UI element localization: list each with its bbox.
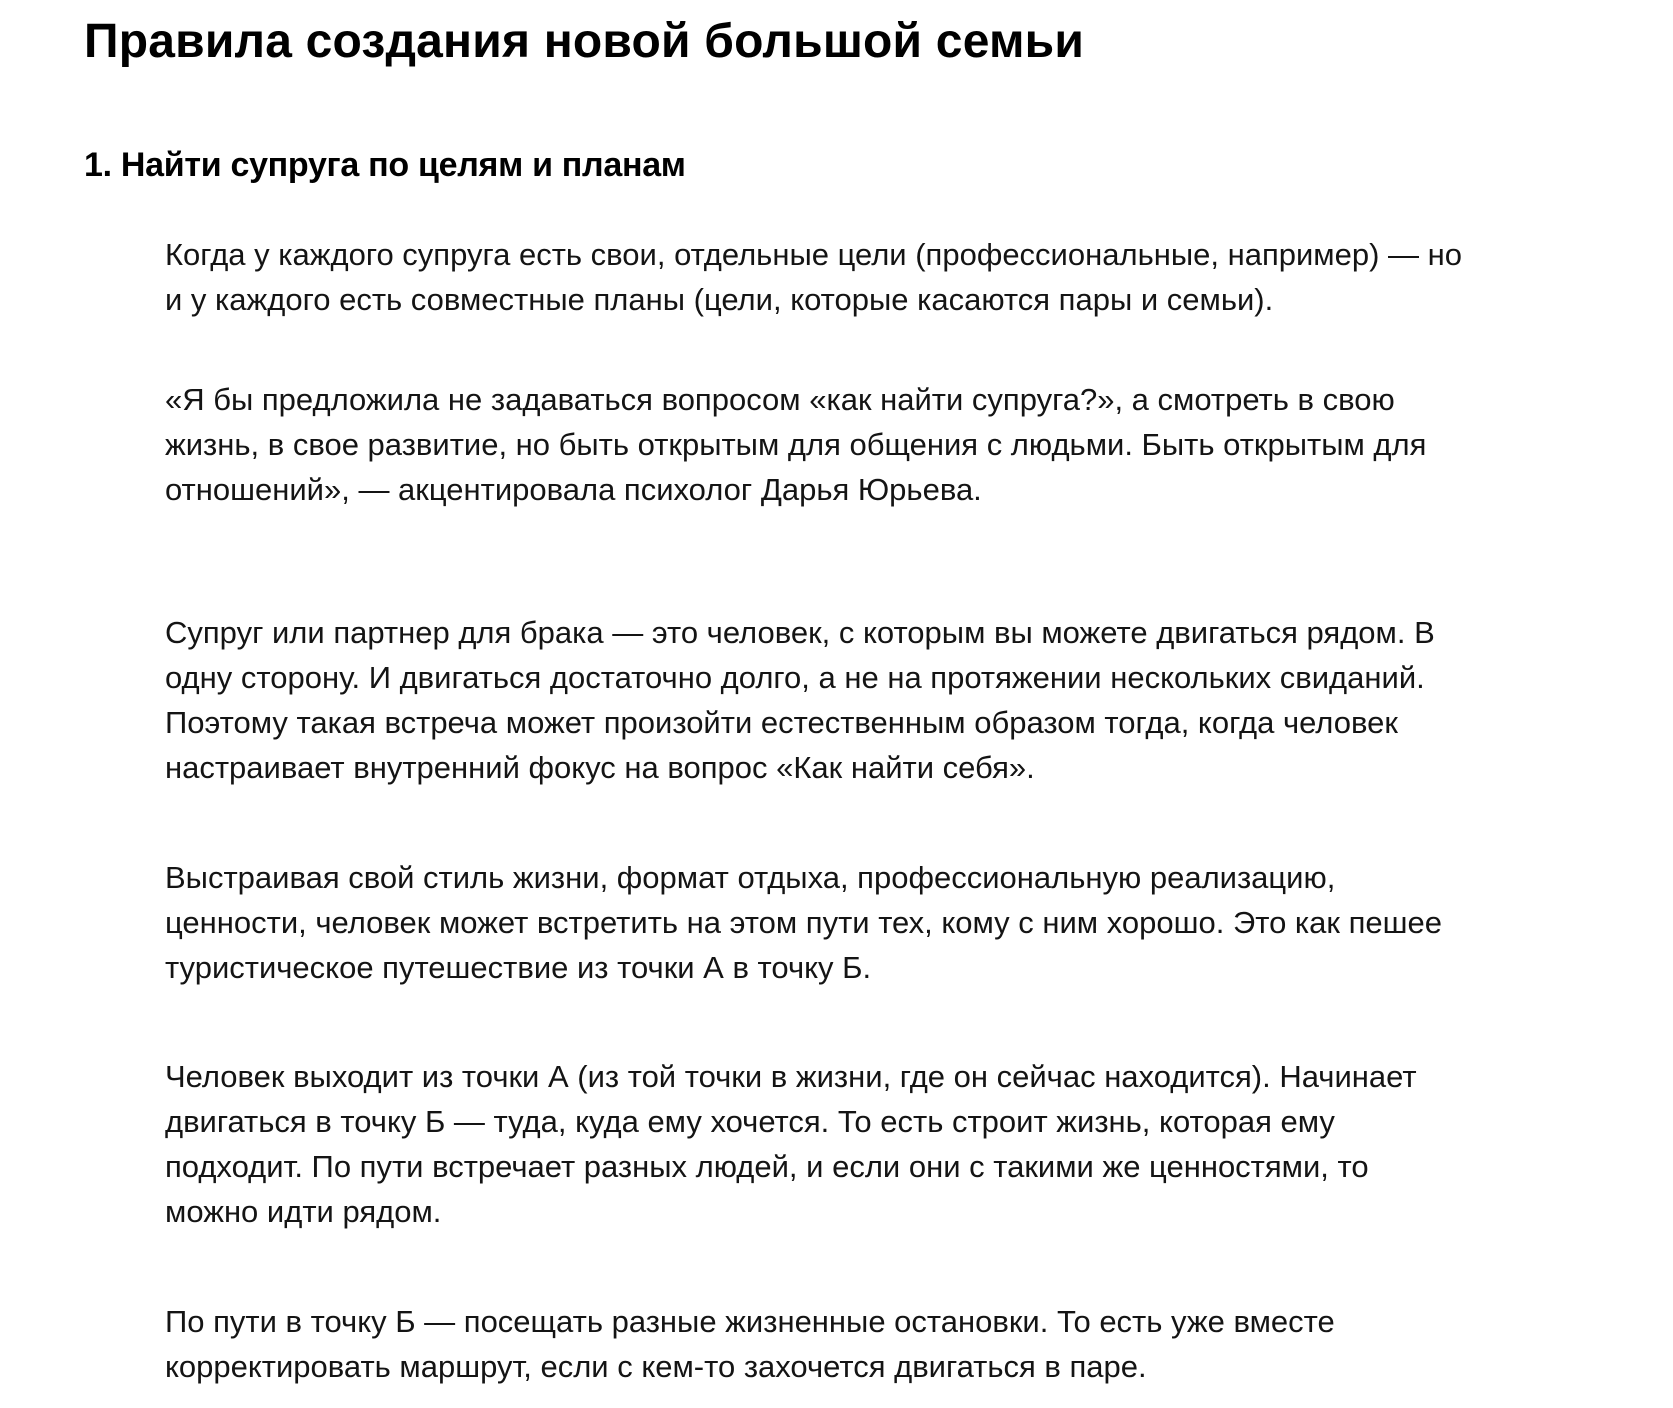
paragraph-quote bbox=[165, 377, 1645, 512]
paragraph-line: двигаться в точку Б — туда, куда ему хочется. То есть строит жизнь, которая ему bbox=[165, 1104, 1335, 1139]
paragraph-line: и у каждого есть совместные планы (цели, которые касаются пары и семьи). bbox=[165, 282, 1274, 317]
paragraph-line: «Я бы предложила не задаваться вопросом «как найти супруга?», а смотреть в свою bbox=[165, 382, 1395, 417]
paragraph-lifestyle bbox=[165, 855, 1645, 990]
section-heading: 1. Найти супруга по целям и планам bbox=[84, 146, 686, 184]
paragraph-line: Выстраивая свой стиль жизни, формат отдыха, профессиональную реализацию, bbox=[165, 860, 1336, 895]
paragraph-journey bbox=[165, 1054, 1645, 1234]
paragraph-line: настраивает внутренний фокус на вопрос «Как найти себя». bbox=[165, 750, 1035, 785]
paragraph-line: Супруг или партнер для брака — это человек, с которым вы можете двигаться рядом. В bbox=[165, 615, 1435, 650]
paragraph-line: отношений», — акцентировала психолог Дарья Юрьева. bbox=[165, 472, 982, 507]
paragraph-goals bbox=[165, 232, 1645, 322]
paragraph-line: ценности, человек может встретить на этом пути тех, кому с ним хорошо. Это как пешее bbox=[165, 905, 1442, 940]
paragraph-line: Поэтому такая встреча может произойти естественным образом тогда, когда человек bbox=[165, 705, 1398, 740]
paragraph-partner bbox=[165, 610, 1645, 790]
paragraph-line: жизнь, в свое развитие, но быть открытым для общения с людьми. Быть открытым для bbox=[165, 427, 1427, 462]
paragraph-line: одну сторону. И двигаться достаточно долго, а не на протяжении нескольких свиданий. bbox=[165, 660, 1425, 695]
paragraph-line: можно идти рядом. bbox=[165, 1194, 442, 1229]
paragraph-line: подходит. По пути встречает разных людей, и если они с такими же ценностями, то bbox=[165, 1149, 1369, 1184]
paragraph-line: Человек выходит из точки А (из той точки в жизни, где он сейчас находится). Начинает bbox=[165, 1059, 1417, 1094]
article-title: Правила создания новой большой семьи bbox=[84, 15, 1085, 68]
paragraph-line: По пути в точку Б — посещать разные жизненные остановки. То есть уже вместе bbox=[165, 1304, 1335, 1339]
paragraph-stops bbox=[165, 1299, 1645, 1389]
paragraph-line: туристическое путешествие из точки А в точку Б. bbox=[165, 950, 872, 985]
paragraph-line: корректировать маршрут, если с кем-то захочется двигаться в паре. bbox=[165, 1349, 1147, 1384]
paragraph-line: Когда у каждого супруга есть свои, отдельные цели (профессиональные, например) — но bbox=[165, 237, 1462, 272]
